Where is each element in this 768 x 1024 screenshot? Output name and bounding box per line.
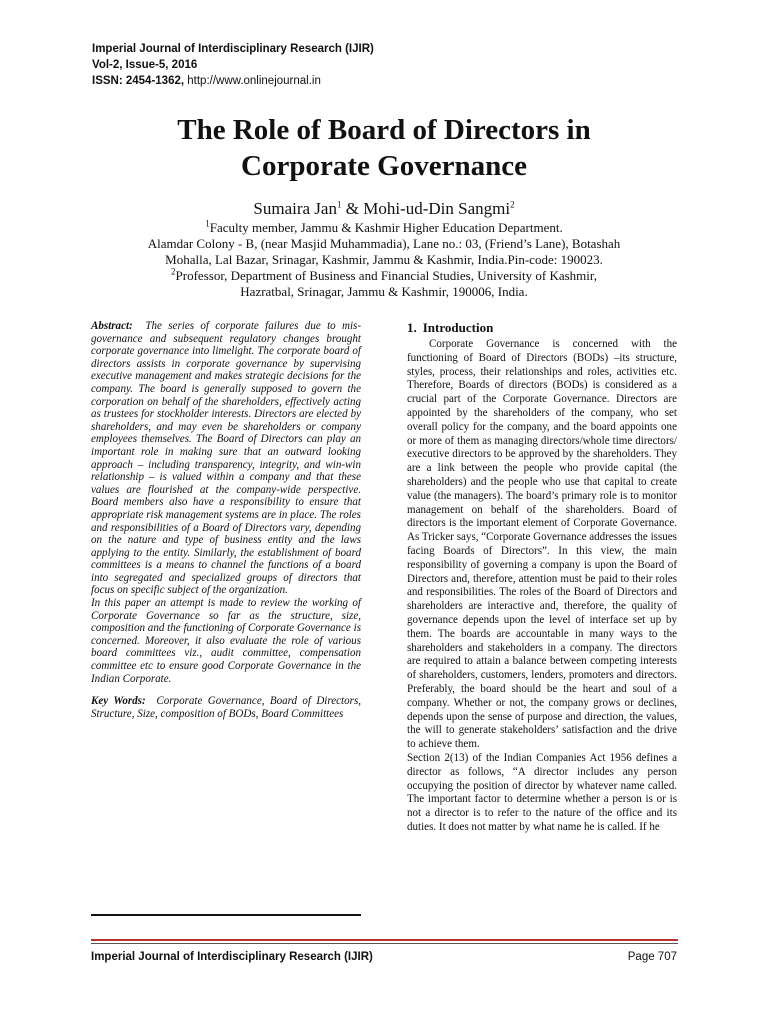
running-header	[92, 41, 374, 89]
footer-rule-red	[91, 939, 678, 941]
keywords	[91, 695, 361, 720]
affiliation-2-line-1: $^2$Professor, Department of Business and Financial Studies, University of Kashmir,	[171, 266, 597, 283]
keywords-text: Corporate Governance, Board of Directors, Structure, Size, composition of BODs, Board Committees	[91, 695, 362, 720]
abstract-paragraph-1	[91, 320, 361, 597]
paper-title	[60, 112, 708, 184]
volume-issue: Vol-2, Issue-5, 2016	[92, 59, 198, 71]
issn-line	[92, 73, 374, 89]
affiliation-2-marker: 2	[171, 266, 176, 277]
abstract-column	[91, 320, 361, 720]
abstract-end-rule	[91, 914, 361, 916]
affiliation-2-line-2: Hazratbal, Srinagar, Jammu & Kashmir, 190006, India.	[240, 284, 528, 299]
title-line-1: The Role of Board of Directors in	[177, 114, 591, 146]
section-title: Introduction	[422, 320, 494, 335]
affiliation-1-line-2: Alamdar Colony - B, (near Masjid Muhammadia), Lane no.: 03, (Friend’s Lane), Botashah	[147, 236, 621, 251]
affiliation-1-line-3: Mohalla, Lal Bazar, Srinagar, Kashmir, Jammu & Kashmir, India.Pin-code: 190023.	[165, 252, 603, 267]
affiliation-1-marker: 1	[205, 218, 210, 229]
affiliations	[90, 220, 678, 300]
footer-rule-dark	[91, 943, 678, 944]
introduction-paragraph-1: Corporate Governance is concerned with the functioning of Board of Directors (BODs) –its structure, styles, process, their relationships and roles, activities etc. Therefore, Boards of directors (BODs) is considered as a crucial part of the Corporate Governance. Directors are appointed by the shareholders of the company, who set overall policy for the company, and the board appoints one or more of them as managing directors/whole time directors/ executive directors to be approved by the shareholders. They are a link between the people who provide capital (the shareholders) and the people who use that capital to create value (the managers). The board’s primary role is to monitor management on behalf of the shareholders. Board of directors is the important element of Corporate Governance. As Tricker says, “Corporate Governance addresses the issues facing Boards of Directors”. In this view, the main responsibility of governing a company is upon the Board of Directors and, therefore, attention must be paid to their roles and responsibilities. The roles of the Board of Directors and shareholders are interactive and, therefore, the quality of governance depends upon the level of interface set up by them. The boards are accountable in many ways to the shareholders and stakeholders in a company. The directors are required to attain a balance between competing interests of shareholders, customers, lenders, promoters and directors. Preferably, the board should be the heart and soul of a company. Whether or not, the company grows or declines, depends upon the sense of purpose and direction, the values, the will to generate stakeholders’ satisfaction and the drive to achieve them.	[407, 338, 677, 751]
introduction-column	[407, 320, 677, 835]
author-1-marker: 1	[336, 199, 342, 210]
keywords-label: Key Words:	[91, 695, 146, 708]
abstract-label: Abstract:	[91, 320, 133, 332]
author-1: Sumaira Jan	[253, 199, 337, 218]
issn: ISSN: 2454-1362,	[92, 75, 188, 87]
title-line-2: Corporate Governance	[241, 150, 527, 182]
page-number: Page 707	[627, 951, 677, 963]
affiliation-1-line-1: $^1$Faculty member, Jammu & Kashmir Higher Education Department.	[205, 218, 563, 235]
introduction-paragraph-2: Section 2(13) of the Indian Companies Act 1956 defines a director as follows, “A director includes any person occupying the position of director by whatever name called. The important factor to determine whether a person is or is not a director is to refer to the nature of the office and its duties. It does not matter by what name he is called. If he	[407, 751, 677, 833]
introduction-heading	[407, 320, 677, 336]
journal-name: Imperial Journal of Interdisciplinary Research (IJIR)	[92, 43, 374, 55]
abstract-text-1: The series of corporate failures due to mis-governance and subsequent regulatory changes brought corporate governance into limelight. The corporate board of directors assists in corporate governance by supervising executive management and makes strategic decisions for the company. The board is generally supposed to govern the corporation on behalf of the shareholders, effectively acting as trustees for stockholder interests. Directors are elected by shareholders, and may even be shareholders or company employees themselves. The Board of Directors can play an important role in making sure that an outward looking approach – including transparency, integrity, and win-win relationship – is valued within a company and that these values are flourished at the company-wide perspective. Board members also have a responsibility to ensure that appropriate risk management systems are in place. The roles and responsibilities of a Board of Directors vary, depending on the nature and type of business entity and the laws applying to the entity. Similarly, the establishment of board committees is a means to channel the functions of a board into segregated and specialized groups of directors that focus on specific subject of the organization.	[91, 320, 361, 597]
abstract-paragraph-2: In this paper an attempt is made to review the working of Corporate Governance so far as the structure, size, composition and the functioning of Corporate Governance is concerned. Moreover, it also evaluate the role of various board committees viz., audit committee, compensation committee etc to ensure good Corporate Governance in the Indian Corporate.	[91, 597, 361, 685]
journal-url[interactable]: http://www.onlinejournal.in	[187, 75, 321, 87]
author-2: Mohi-ud-Din Sangmi	[363, 199, 511, 218]
author-line	[60, 199, 708, 219]
footer-journal: Imperial Journal of Interdisciplinary Research (IJIR)	[91, 951, 373, 963]
author-2-marker: 2	[510, 199, 515, 210]
section-number: 1.	[407, 320, 417, 335]
author-separator: &	[341, 199, 364, 218]
